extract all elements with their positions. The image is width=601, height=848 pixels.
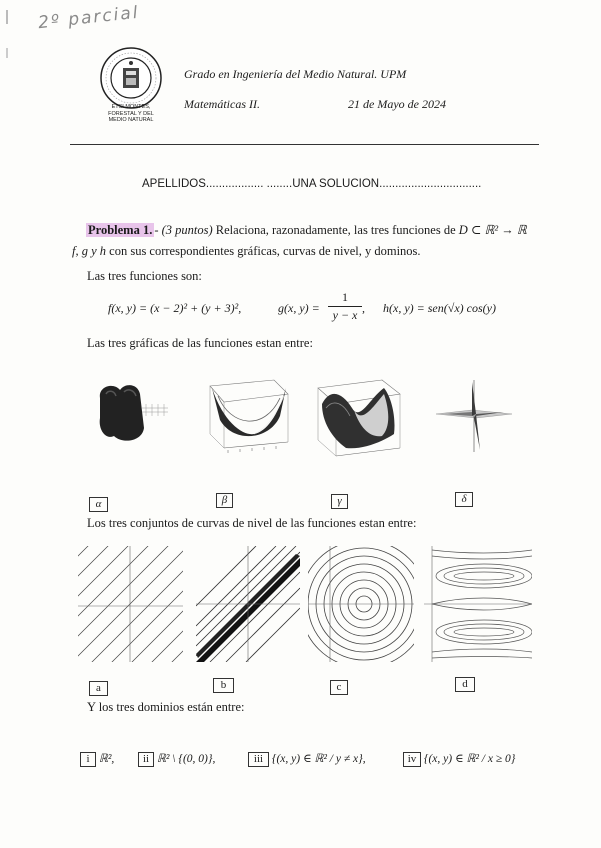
handwritten-note: 2º parcial bbox=[37, 2, 141, 34]
logo-caption bbox=[94, 104, 168, 124]
problem-intro: Relaciona, razonadamente, las tres funciones de bbox=[215, 223, 456, 237]
graph-beta bbox=[204, 376, 294, 458]
graph-label-alpha: α bbox=[89, 497, 108, 512]
domain-text-i: ℝ², bbox=[98, 753, 115, 765]
level-label-c: c bbox=[330, 680, 348, 695]
surname-value: UNA SOLUCION bbox=[292, 178, 380, 190]
surname-label: APELLIDOS bbox=[142, 178, 206, 190]
header-divider bbox=[70, 144, 539, 145]
dots: ........ bbox=[266, 178, 293, 190]
level-curves-c bbox=[308, 546, 414, 662]
domain-text-iv: {(x, y) ∈ ℝ² / x ≥ 0} bbox=[423, 753, 516, 765]
level-curves-d bbox=[424, 546, 532, 662]
intro-text: con sus correspondientes gráficas, curvas de nivel, y dominos. bbox=[109, 244, 421, 258]
level-label-a: a bbox=[89, 681, 108, 696]
g-comma: , bbox=[362, 301, 365, 315]
graph-label-beta: β bbox=[216, 493, 233, 508]
domain-label-ii: ii bbox=[138, 752, 154, 767]
domain-iii bbox=[248, 751, 366, 767]
graphs-label: Las tres gráficas de las funciones estan entre: bbox=[87, 336, 313, 350]
graph-label-gamma: γ bbox=[331, 494, 348, 509]
level-label-d: d bbox=[455, 677, 475, 692]
dots: ................................ bbox=[379, 178, 482, 190]
domain-ii bbox=[138, 751, 215, 767]
function-g bbox=[278, 301, 320, 316]
department-logo bbox=[99, 46, 163, 110]
graph-alpha bbox=[92, 378, 176, 448]
domain-iv bbox=[403, 751, 515, 767]
function-h: h(x, y) = sen(√x) cos(y) bbox=[383, 301, 496, 315]
margin-mark bbox=[6, 10, 8, 24]
exam-date: 21 de Mayo de 2024 bbox=[348, 97, 446, 111]
level-curves-b bbox=[196, 546, 300, 662]
level-curves-label: Los tres conjuntos de curvas de nivel de las funciones estan entre: bbox=[87, 516, 417, 530]
function-f: f(x, y) = (x − 2)² + (y + 3)², bbox=[108, 301, 242, 315]
domain-text-ii: ℝ² \ {(0, 0)}, bbox=[156, 753, 216, 765]
logo-caption-line: ETSI MONTES, bbox=[111, 104, 151, 110]
level-curves-a bbox=[78, 546, 183, 662]
problem-heading bbox=[86, 222, 527, 238]
domain-mapping: D ⊂ ℝ² → ℝ bbox=[458, 223, 527, 237]
domain-label-iv: iv bbox=[403, 752, 421, 767]
domain-text-iii: {(x, y) ∈ ℝ² / y ≠ x}, bbox=[271, 753, 366, 765]
program-name: Grado en Ingeniería del Medio Natural. UPM bbox=[184, 67, 407, 81]
domains-label: Y los tres dominios están entre: bbox=[87, 700, 245, 714]
domain-label-i: i bbox=[80, 752, 96, 767]
graph-delta bbox=[432, 378, 516, 454]
g-numerator: 1 bbox=[342, 290, 348, 304]
department-seal-icon bbox=[99, 46, 163, 110]
function-names: f, g y h bbox=[72, 244, 107, 258]
functions-label: Las tres funciones son: bbox=[87, 269, 202, 283]
g-fraction bbox=[328, 290, 362, 323]
course-name: Matemáticas II. bbox=[184, 97, 260, 111]
level-label-b: b bbox=[213, 678, 234, 693]
logo-caption-line: FORESTAL Y DEL bbox=[108, 110, 154, 117]
graph-label-delta: δ bbox=[455, 492, 473, 507]
dots: .................. bbox=[205, 178, 264, 190]
domain-label-iii: iii bbox=[248, 752, 269, 767]
fraction-bar bbox=[328, 306, 362, 307]
problem-title: Problema 1. bbox=[88, 223, 153, 237]
graph-gamma bbox=[312, 378, 406, 462]
g-left: g(x, y) = bbox=[278, 301, 320, 315]
margin-mark bbox=[6, 48, 8, 58]
problem-intro-line2 bbox=[72, 244, 421, 259]
g-denominator: y − x bbox=[332, 308, 358, 322]
logo-caption-line: MEDIO NATURAL bbox=[108, 117, 154, 123]
domain-i bbox=[80, 751, 114, 767]
problem-points: - (3 puntos) bbox=[154, 223, 213, 237]
name-line bbox=[142, 178, 481, 190]
